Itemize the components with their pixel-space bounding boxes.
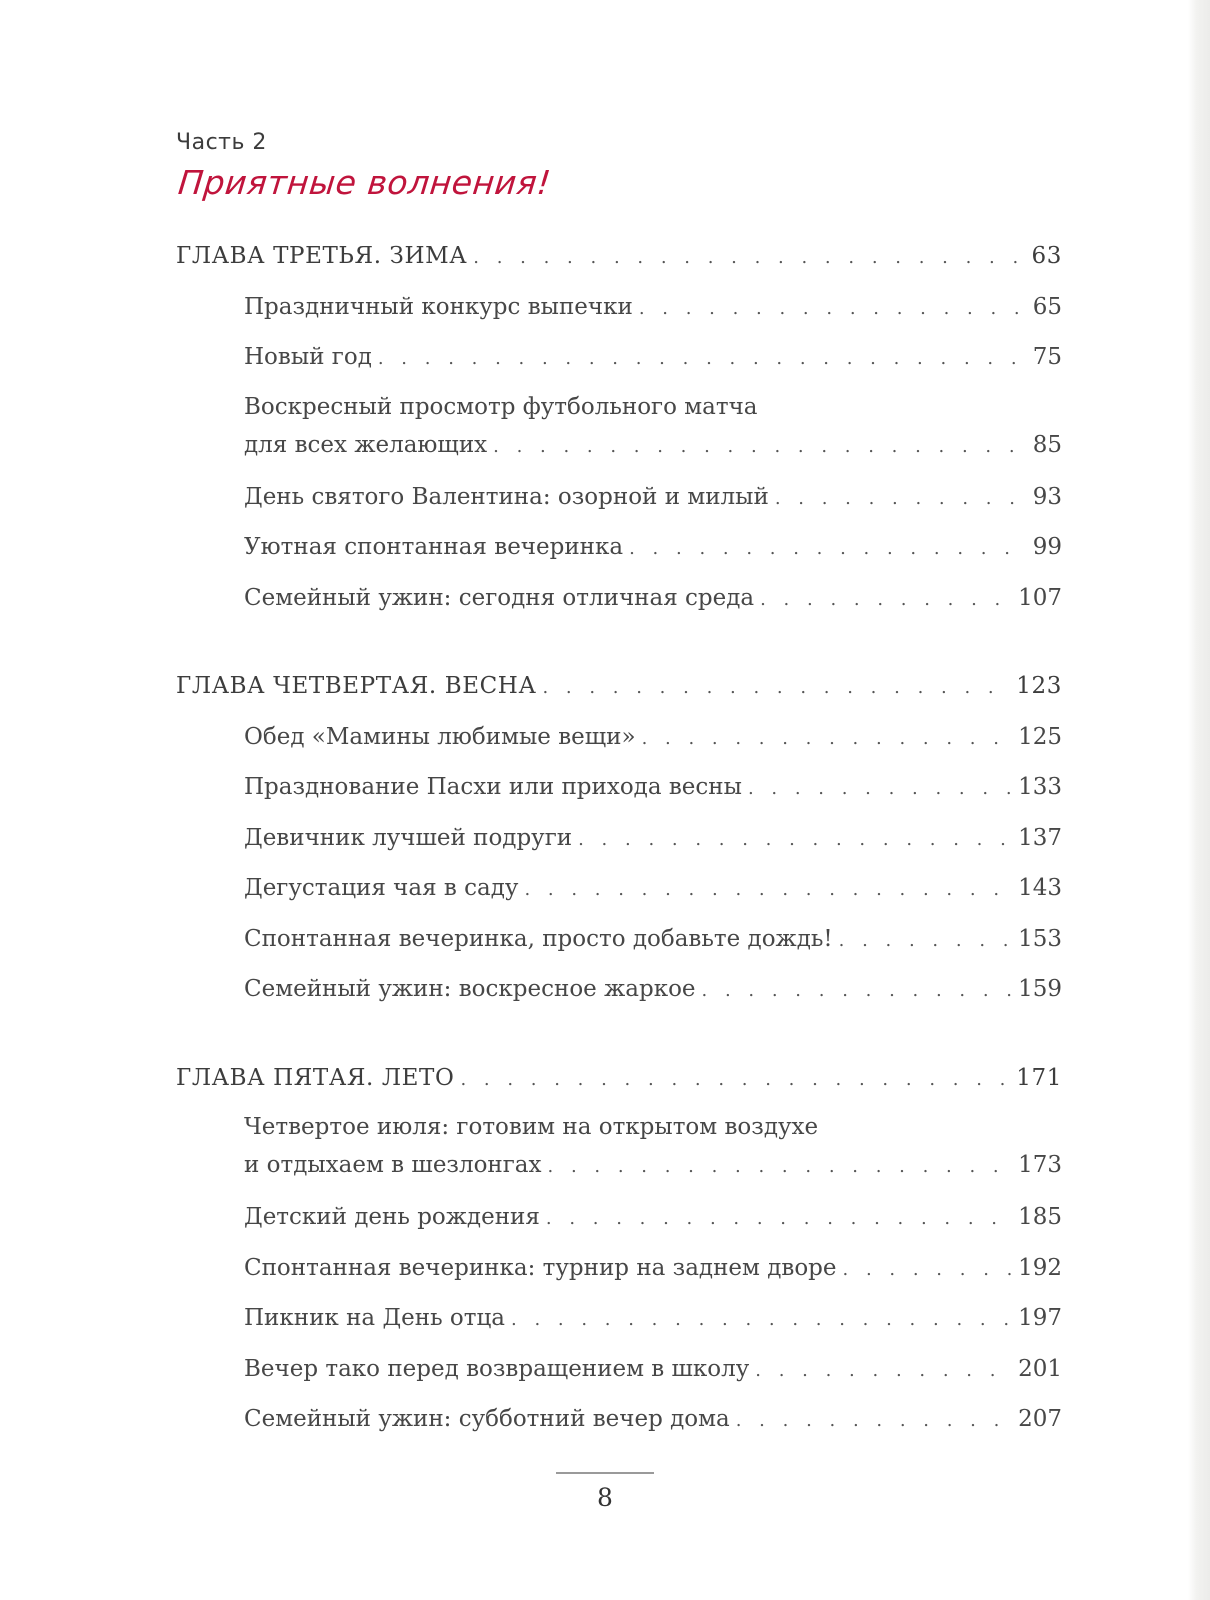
entry-title: Обед «Мамины любимые вещи» [244,723,636,750]
entry-title: Вечер тако перед возвращением в школу [244,1355,750,1382]
entry-title: День святого Валентина: озорной и милый [244,483,769,510]
page-number: 107 [1018,584,1062,611]
entry-title-line-2: и отдыхаем в шезлонгах [244,1152,542,1178]
dot-leader [473,234,1018,283]
entry-title: Семейный ужин: сегодня отличная среда [244,584,755,611]
table-of-contents [176,232,1062,1484]
page-number: 207 [1018,1406,1062,1432]
page-number: 173 [1018,1152,1062,1178]
page-number: 99 [1032,534,1062,560]
page-edge-shadow [1188,0,1210,1600]
toc-chapter-heading[interactable] [176,1054,1062,1105]
entry-title: Спонтанная вечеринка, просто добавьте дождь! [244,925,833,952]
dot-leader [639,285,1018,334]
entry-title-line-1: Четвертое июля: готовим на открытом воздухе [244,1114,819,1140]
chapter-title: ГЛАВА ТРЕТЬЯ. ЗИМА [176,243,468,269]
page-number: 192 [1018,1254,1062,1281]
toc-chapter-heading[interactable] [176,232,1062,283]
page-number: 65 [1032,293,1062,320]
toc-entry[interactable] [176,814,1062,865]
page-number: 197 [1018,1305,1062,1331]
page-number: 133 [1018,774,1062,800]
page-number: 185 [1018,1204,1062,1230]
page-number: 159 [1018,976,1062,1002]
toc-entry[interactable] [176,1395,1062,1446]
dot-leader [524,866,1014,915]
page-folio: 8 [597,1483,613,1512]
entry-title: Празднование Пасхи или прихода весны [244,774,742,800]
entry-title: Девичник лучшей подруги [244,824,573,851]
dot-leader [702,967,1015,1016]
toc-entry[interactable] [176,333,1062,384]
dot-leader [546,1195,1014,1244]
toc-entry[interactable] [176,1345,1062,1396]
chapter-title: ГЛАВА ПЯТАЯ. ЛЕТО [176,1064,455,1091]
dot-leader [839,917,1014,966]
page-number: 63 [1031,243,1062,269]
dot-leader [493,428,1018,466]
entry-title: Семейный ужин: воскресное жаркое [244,976,696,1002]
entry-title: Пикник на День отца [244,1305,506,1331]
dot-leader [642,715,1015,764]
dot-leader [511,1296,1014,1345]
entry-title: Детский день рождения [244,1204,540,1230]
dot-leader [755,1347,1014,1396]
dot-leader [775,475,1018,524]
chapter-title: ГЛАВА ЧЕТВЕРТАЯ. ВЕСНА [176,673,537,699]
toc-entry[interactable] [176,384,1062,473]
page-number: 123 [1016,673,1062,699]
dot-leader [542,664,1012,713]
toc-entry[interactable] [176,283,1062,334]
dot-leader [378,335,1018,384]
dot-leader [748,765,1014,814]
part-label: Часть 2 [176,130,267,155]
page-number: 125 [1018,723,1062,750]
entry-title: Новый год [244,344,372,370]
toc-entry[interactable] [176,864,1062,915]
dot-leader [736,1397,1014,1446]
dot-leader [460,1056,1012,1105]
entry-title: Дегустация чая в саду [244,875,519,901]
footer-rule [556,1472,654,1474]
entry-title-line-2: для всех желающих [244,431,488,458]
page-number: 171 [1016,1064,1062,1091]
entry-title: Праздничный конкурс выпечки [244,293,633,320]
dot-leader [578,816,1014,865]
dot-leader [548,1148,1015,1186]
part-header [176,128,1076,206]
chapter-summer [176,1054,1062,1446]
chapter-spring [176,662,1062,1016]
toc-entry[interactable] [176,713,1062,764]
toc-chapter-heading[interactable] [176,662,1062,713]
toc-entry[interactable] [176,1244,1062,1295]
page-number: 143 [1018,875,1062,901]
dot-leader [760,576,1014,625]
toc-entry[interactable] [176,763,1062,814]
page-number: 93 [1032,483,1062,510]
toc-entry[interactable] [176,915,1062,966]
toc-entry[interactable] [176,574,1062,625]
toc-entry[interactable] [176,1193,1062,1244]
toc-entry[interactable] [176,473,1062,524]
toc-entry[interactable] [176,1104,1062,1193]
entry-title: Спонтанная вечеринка: турнир на заднем дворе [244,1254,837,1281]
entry-title: Семейный ужин: субботний вечер дома [244,1406,730,1432]
page-number: 85 [1032,431,1062,458]
toc-entry[interactable] [176,965,1062,1016]
dot-leader [629,525,1018,574]
part-title: Приятные волнения! [176,163,553,202]
page-number: 75 [1032,344,1062,370]
page-number: 137 [1018,824,1062,851]
entry-title-line-2-row [244,1146,1062,1186]
entry-title-line-2-row [244,426,1062,466]
toc-entry[interactable] [176,1294,1062,1345]
toc-entry[interactable] [176,523,1062,574]
entry-title: Уютная спонтанная вечеринка [244,534,624,560]
chapter-winter [176,232,1062,624]
page-number: 153 [1018,925,1062,952]
page-number: 201 [1018,1355,1062,1382]
entry-title-line-1: Воскресный просмотр футбольного матча [244,393,758,420]
dot-leader [843,1246,1015,1295]
